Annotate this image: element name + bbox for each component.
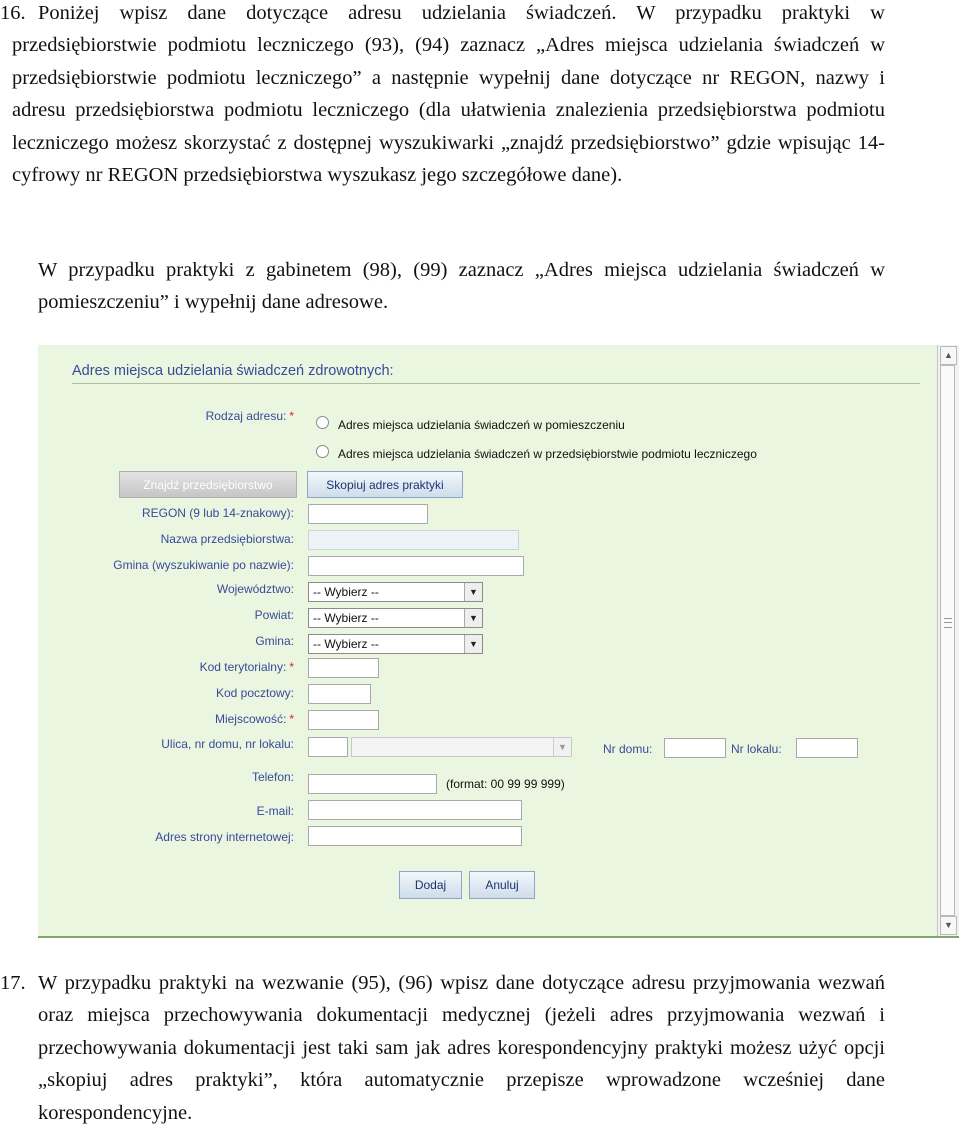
label-gmina: Gmina: [255, 634, 294, 648]
label-regon: REGON (9 lub 14-znakowy): [141, 506, 294, 520]
find-company-button[interactable]: Znajdź przedsiębiorstwo [119, 471, 297, 498]
gmina-select-value: -- Wybierz -- [313, 637, 379, 651]
company-name-field [308, 530, 519, 550]
ulica-prefix-input[interactable] [308, 737, 348, 757]
gmina-select[interactable] [308, 634, 483, 654]
label-www: Adres strony internetowej: [155, 830, 294, 844]
powiat-select-value: -- Wybierz -- [313, 611, 379, 625]
label-gmina-search: Gmina (wyszukiwanie po nazwie): [113, 558, 294, 572]
powiat-select[interactable] [308, 608, 483, 628]
kod-terytorialny-input[interactable] [308, 658, 379, 678]
chevron-down-icon: ▼ [464, 583, 482, 601]
telefon-input[interactable] [308, 774, 437, 794]
label-kod-pocztowy: Kod pocztowy: [215, 686, 294, 700]
cancel-button[interactable]: Anuluj [469, 871, 535, 899]
miejscowosc-input[interactable] [308, 710, 379, 730]
label-powiat: Powiat: [254, 608, 294, 622]
nr-domu-input[interactable] [664, 738, 726, 758]
chevron-down-icon: ▼ [464, 609, 482, 627]
form-title: Adres miejsca udzielania świadczeń zdrowotnych: [72, 363, 394, 379]
item-16-paragraph-2: W przypadku praktyki z gabinetem (98), (99) zaznacz „Adres miejsca udzielania świadczeń w pomieszczeniu” i wypełnij dane adresowe. [38, 259, 885, 314]
scroll-down-icon[interactable]: ▼ [940, 916, 957, 935]
wojewodztwo-select[interactable] [308, 582, 483, 602]
scrollbar-thumb[interactable] [940, 365, 955, 916]
required-mark: * [289, 409, 294, 423]
radio-przedsiebiorstwo-label[interactable]: Adres miejsca udzielania świadczeń w przedsiębiorstwie podmiotu leczniczego [338, 447, 757, 461]
required-mark: * [289, 712, 294, 726]
www-input[interactable] [308, 826, 522, 846]
telefon-format-hint: (format: 00 99 99 999) [446, 777, 565, 791]
item-16-number: 16. [0, 2, 26, 24]
label-kod-terytorialny: Kod terytorialny: * [199, 660, 294, 674]
label-miejscowosc: Miejscowość: * [214, 712, 294, 726]
ulica-select[interactable] [351, 737, 572, 757]
label-wojewodztwo: Województwo: [216, 582, 294, 596]
label-nr-lokalu: Nr lokalu: [731, 742, 782, 756]
scroll-up-icon[interactable]: ▲ [940, 346, 957, 365]
required-mark: * [289, 660, 294, 674]
chevron-down-icon: ▼ [464, 635, 482, 653]
form-screenshot [38, 345, 959, 938]
regon-input[interactable] [308, 504, 428, 524]
label-email: E-mail: [256, 804, 294, 818]
wojewodztwo-select-value: -- Wybierz -- [313, 585, 379, 599]
label-ulica: Ulica, nr domu, nr lokalu: [161, 737, 294, 751]
item-17-number: 17. [0, 972, 26, 994]
radio-pomieszczenie[interactable] [316, 416, 329, 429]
email-input[interactable] [308, 800, 522, 820]
add-button[interactable]: Dodaj [399, 871, 462, 899]
title-divider [72, 383, 920, 384]
chevron-down-icon: ▼ [553, 738, 571, 756]
label-telefon: Telefon: [251, 770, 294, 784]
label-nazwa: Nazwa przedsiębiorstwa: [160, 532, 294, 546]
gmina-search-input[interactable] [308, 556, 524, 576]
radio-przedsiebiorstwo[interactable] [316, 445, 329, 458]
radio-pomieszczenie-label[interactable]: Adres miejsca udzielania świadczeń w pomieszczeniu [338, 418, 625, 432]
item-17-paragraph: W przypadku praktyki na wezwanie (95), (96) wpisz dane dotyczące adresu przyjmowania wezwań oraz miejsca przechowywania dokumentacji medycznej (jeżeli adres przyjmowania wezwań i przechowywania dokumentacji jest taki sam jak adres korespondencyjny praktyki możesz użyć opcji „skopiuj adres praktyki”, która automatycznie przepisze wprowadzone wcześniej dane korespondencyjne. [38, 972, 885, 1124]
grip-icon [944, 618, 952, 628]
vertical-scrollbar[interactable] [937, 345, 959, 936]
label-nr-domu: Nr domu: [603, 742, 653, 756]
kod-pocztowy-input[interactable] [308, 684, 371, 704]
label-rodzaj-adresu: Rodzaj adresu: * [205, 409, 294, 423]
item-16-paragraph: Poniżej wpisz dane dotyczące adresu udzielania świadczeń. W przypadku praktyki w przedsiębiorstwie podmiotu leczniczego (93), (94) zaznacz „Adres miejsca udzielania świadczeń w przedsiębiorstwie podmiotu leczniczego” a następnie wypełnij dane dotyczące nr REGON, nazwy i adresu przedsiębiorstwa podmiotu leczniczego (dla ułatwienia znalezienia przedsiębiorstwa podmiotu leczniczego możesz skorzystać z dostępnej wyszukiwarki „znajdź przedsiębiorstwo” gdzie wpisując 14-cyfrowy nr REGON przedsiębiorstwa wyszukasz jego szczegółowe dane). [12, 2, 885, 187]
nr-lokalu-input[interactable] [796, 738, 858, 758]
copy-address-button[interactable]: Skopiuj adres praktyki [307, 471, 463, 498]
